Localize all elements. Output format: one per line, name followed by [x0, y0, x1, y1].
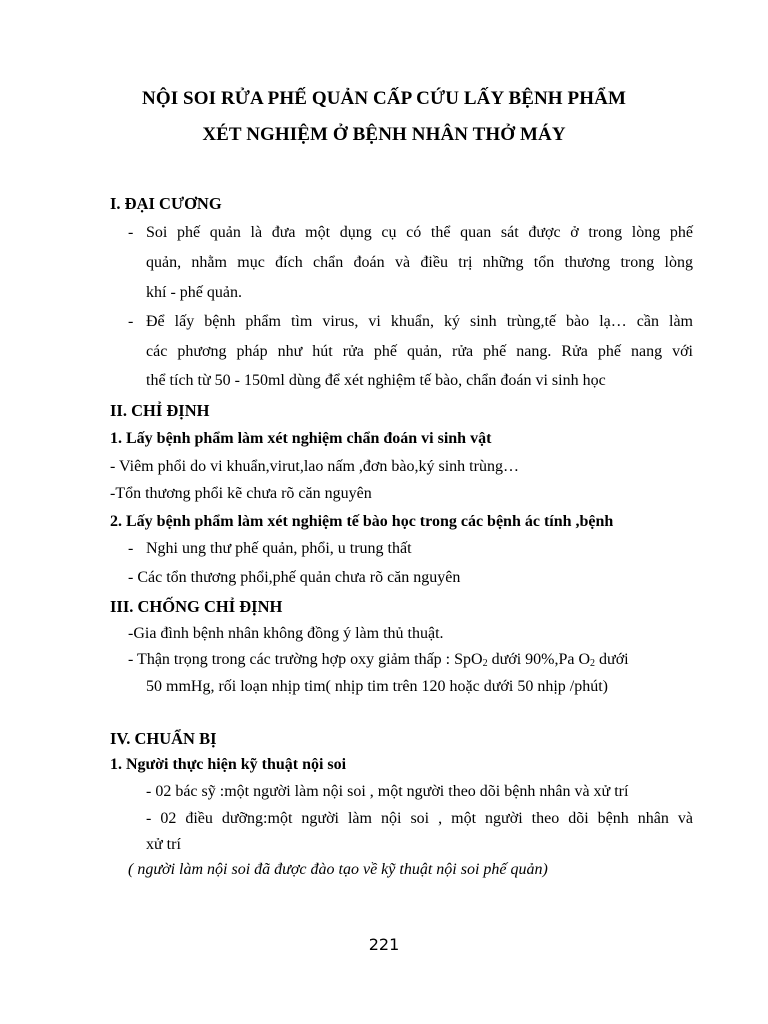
title-line-1: NỘI SOI RỬA PHẾ QUẢN CẤP CỨU LẤY BỆNH PHẨM — [142, 88, 626, 109]
section-heading-chuan-bi: IV. CHUẨN BỊ — [110, 729, 217, 748]
list-item: - Các tổn thương phổi,phế quản chưa rõ căn nguyên — [128, 569, 461, 586]
paragraph-line: Để lấy bệnh phẩm tìm virus, vi khuẩn, ký sinh trùng,tế bào lạ… cần làm — [146, 313, 693, 330]
paragraph-line: Soi phế quản là đưa một dụng cụ có thể quan sát được ở trong lòng phế — [146, 224, 693, 241]
text-segment: dưới 90%,Pa O — [487, 651, 591, 668]
bullet-dash: - — [128, 313, 134, 330]
paragraph-line: các phương pháp như hút rửa phế quản, rửa phế nang. Rửa phế nang với — [146, 343, 693, 360]
list-item: - 02 điều dưỡng:một người làm nội soi , một người theo dõi bệnh nhân và — [146, 810, 693, 827]
bullet-dash: - — [128, 540, 134, 557]
paragraph-line: quản, nhằm mục đích chẩn đoán và điều trị những tổn thương trong lòng — [146, 254, 693, 271]
section-heading-chong-chi-dinh: III. CHỐNG CHỈ ĐỊNH — [110, 597, 283, 616]
paragraph-line: khí - phế quản. — [146, 284, 242, 301]
list-item: - 02 bác sỹ :một người làm nội soi , một người theo dõi bệnh nhân và xử trí — [146, 783, 629, 800]
subheading: 1. Người thực hiện kỹ thuật nội soi — [110, 756, 347, 773]
bullet-dash: - — [128, 224, 134, 241]
section-heading-chi-dinh: II. CHỈ ĐỊNH — [110, 401, 210, 420]
subscript: 2 — [590, 658, 596, 669]
list-item — [128, 651, 629, 669]
subscript: 2 — [482, 658, 488, 669]
note: ( người làm nội soi đã được đào tạo về kỹ thuật nội soi phế quản) — [128, 861, 548, 878]
list-item-continuation: 50 mmHg, rối loạn nhịp tim( nhịp tim trên 120 hoặc dưới 50 nhịp /phút) — [146, 678, 608, 695]
subheading: 1. Lấy bệnh phẩm làm xét nghiệm chẩn đoán vi sinh vật — [110, 430, 492, 447]
list-item: -Tổn thương phổi kẽ chưa rõ căn nguyên — [110, 485, 372, 502]
subheading: 2. Lấy bệnh phẩm làm xét nghiệm tế bào học trong các bệnh ác tính ,bệnh — [110, 513, 614, 530]
list-item: - Viêm phổi do vi khuẩn,virut,lao nấm ,đơn bào,ký sinh trùng… — [110, 458, 519, 475]
paragraph-line: thể tích từ 50 - 150ml dùng để xét nghiệm tế bào, chẩn đoán vi sinh học — [146, 372, 606, 389]
text-segment: - Thận trọng trong các trường hợp oxy giảm thấp : SpO — [128, 651, 483, 668]
section-heading-dai-cuong: I. ĐẠI CƯƠNG — [110, 194, 222, 213]
list-item: -Gia đình bệnh nhân không đồng ý làm thủ thuật. — [128, 625, 444, 642]
list-item: Nghi ung thư phế quản, phổi, u trung thất — [146, 540, 412, 557]
title-line-2: XÉT NGHIỆM Ở BỆNH NHÂN THỞ MÁY — [202, 124, 566, 145]
text-segment: dưới — [595, 651, 629, 668]
page-number: 221 — [368, 935, 400, 954]
list-item-continuation: xử trí — [146, 836, 181, 853]
